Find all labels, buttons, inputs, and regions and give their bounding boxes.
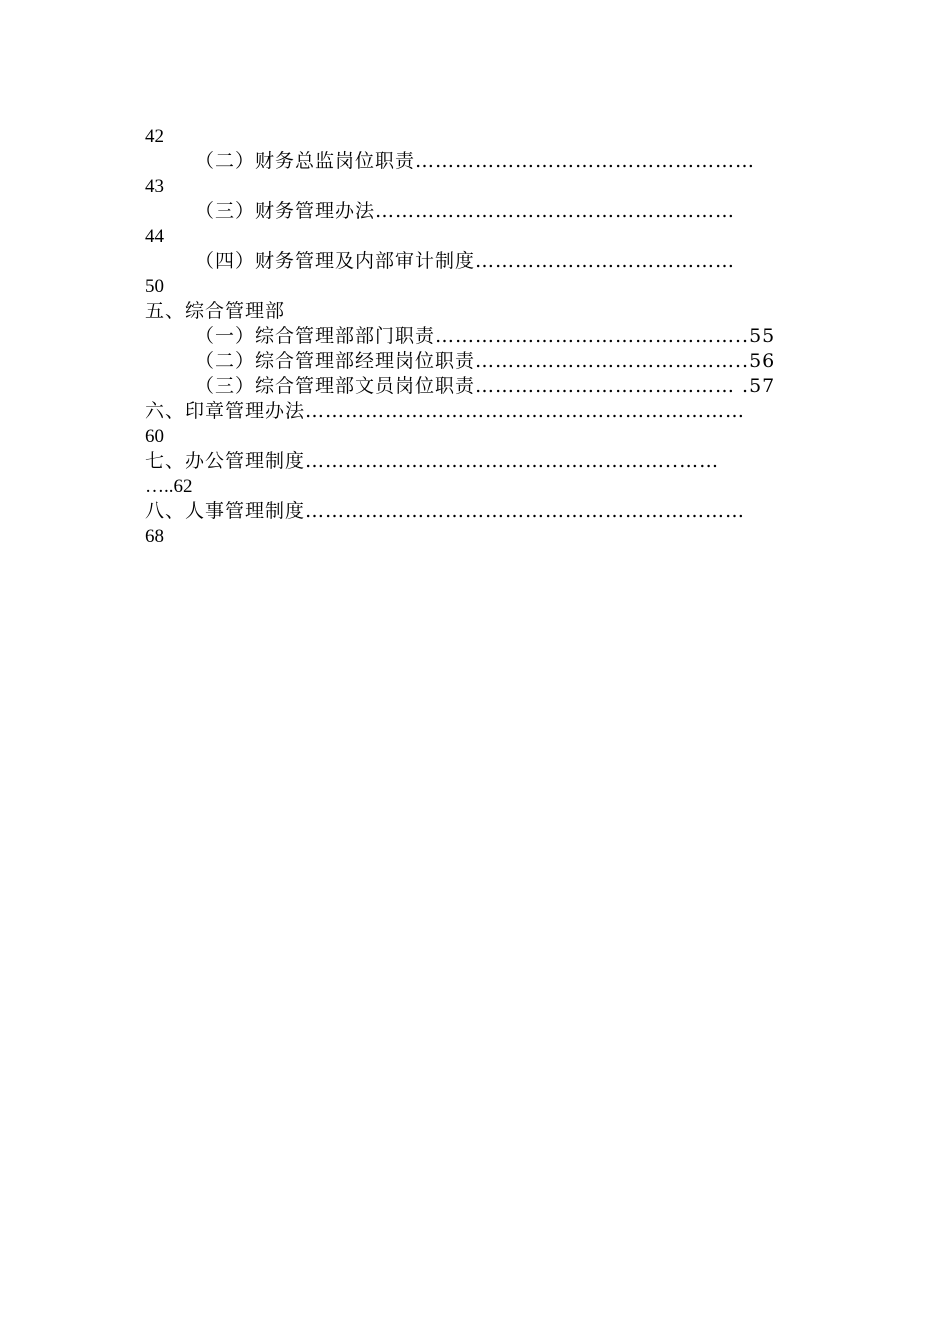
toc-entry-finance-measures[interactable]: （三）财务管理办法……………………………………………… — [195, 200, 736, 222]
toc-section-hr-management[interactable]: 八、人事管理制度………………………………………………………… — [145, 500, 746, 522]
toc-page-number: 44 — [145, 226, 164, 247]
toc-page-number: 42 — [145, 126, 164, 147]
toc-page-number: 60 — [145, 426, 164, 447]
toc-page-number: 43 — [145, 176, 164, 197]
toc-entry-finance-audit-system[interactable]: （四）财务管理及内部审计制度………………………………… — [195, 250, 736, 272]
toc-entry-cfo-duties[interactable]: （二）财务总监岗位职责…………………………………………… — [195, 150, 756, 172]
toc-entry-dept-duties[interactable]: （一）综合管理部部门职责………………………………………..55 — [195, 325, 776, 347]
toc-page-number: 50 — [145, 276, 164, 297]
toc-page-number: …..62 — [145, 476, 193, 497]
toc-page-number: 68 — [145, 526, 164, 547]
toc-section-seal-management[interactable]: 六、印章管理办法………………………………………………………… — [145, 400, 746, 422]
toc-entry-manager-duties[interactable]: （二）综合管理部经理岗位职责…………………………………..56 — [195, 350, 776, 372]
toc-entry-clerk-duties[interactable]: （三）综合管理部文员岗位职责………………………………… .57 — [195, 375, 776, 397]
toc-section-office-management[interactable]: 七、办公管理制度………………………………………………..…… — [145, 450, 720, 472]
toc-section-general-management[interactable]: 五、综合管理部 — [145, 300, 286, 322]
